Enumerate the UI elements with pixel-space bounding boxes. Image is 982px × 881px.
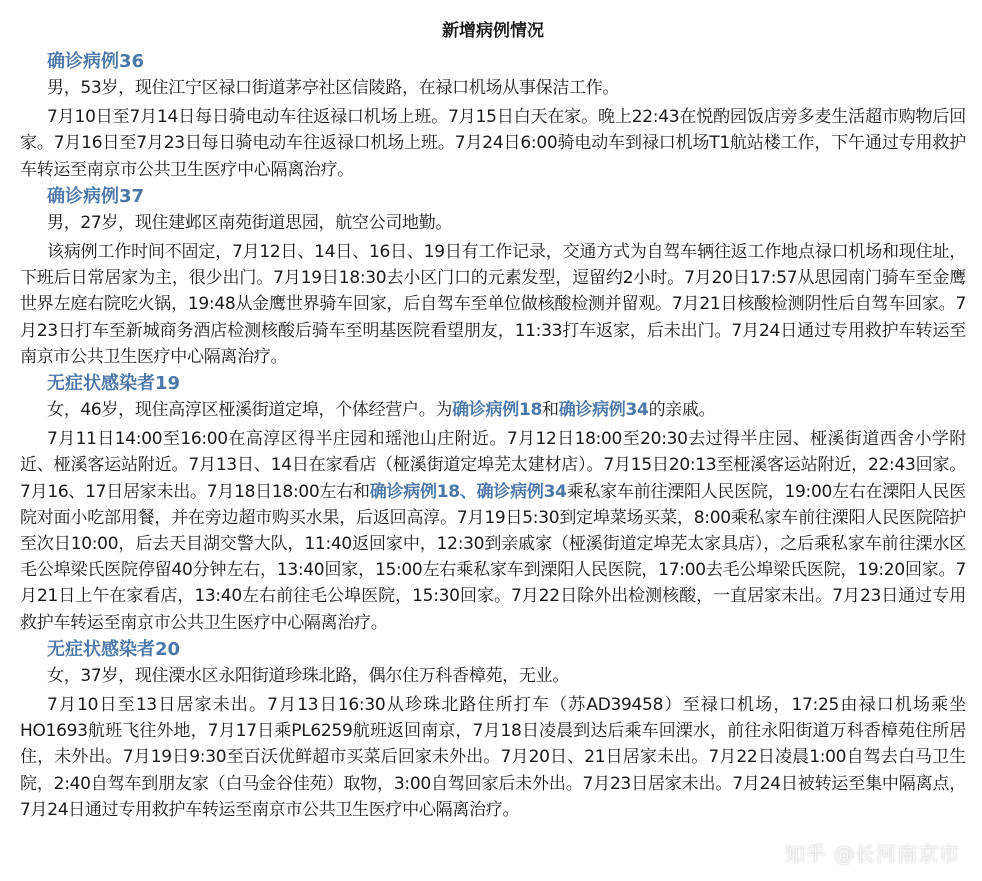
case-heading: 无症状感染者20 xyxy=(47,638,181,660)
case-heading: 无症状感染者19 xyxy=(47,373,181,395)
case-detail: 7月10日至7月14日每日骑电动车往返禄口机场上班。7月15日白天在家。晚上22:43在悦酌园饭店旁多麦生活超市购物后回家。7月16日至7月23日每日骑电动车往返禄口机场上班。7月24日6:00骑电动车到禄口机场T1航站楼工作，下午通过专用救护车转运至南京市公共卫生医疗中心隔离治疗。 xyxy=(20,107,966,180)
case-detail: 该病例工作时间不固定，7月12日、14日、16日、19日有工作记录，交通方式为自驾车辆往返工作地点禄口机场和现住址，下班后日常居家为主，很少出门。7月19日18:30去小区门口的元素发型，逗留约2小时。7月20日17:57从思园南门骑车至金鹰世界左庭右院吃火锅，19:48从金鹰世界骑车回家，后自驾车至单位做核酸检测并留观。7月21日核酸检测阴性后自驾车回家。7月23日打车至新城商务酒店检测核酸后骑车至明基医院看望朋友，11:33打车返家，后未出门。7月24日通过专用救护车转运至南京市公共卫生医疗中心隔离治疗。 xyxy=(20,242,966,367)
case-heading: 确诊病例36 xyxy=(47,51,145,72)
watermark: 知乎 @长河南京市 xyxy=(784,842,960,866)
case-heading: 确诊病例37 xyxy=(47,185,145,207)
case-detail: 7月10日至13日居家未出。7月13日16:30从珍珠北路住所打车（苏AD39458）至禄口机场，17:25由禄口机场乘坐HO1693航班飞往外地，7月17日乘PL6259航班返回南京，7月18日凌晨到达后乘车回溧水，前往永阳街道万科香樟苑住所居住，未外出。7月19日9:30至百沃优鲜超市买菜后回家未外出。7月20日、21日居家未出。7月22日凌晨1:00自驾去白马卫生院，2:40自驾车到朋友家（白马金谷佳苑）取物，3:00自驾回家后未外出。7月23日居家未出。7月24日被转运至集中隔离点，7月24日通过专用救护车转运至南京市公共卫生医疗中心隔离治疗。 xyxy=(20,695,966,820)
case-reference-link[interactable]: 确诊病例18、确诊病例34 xyxy=(369,481,567,502)
basic-text: 女，46岁，现住高淳区桠溪街道定埠，个体经营户。为 xyxy=(47,400,453,421)
case-basic-info xyxy=(20,397,966,423)
case-basic-info: 男，53岁，现住江宁区禄口街道茅亭社区信陵路，在禄口机场从事保洁工作。 xyxy=(47,78,620,98)
document xyxy=(20,18,966,823)
case-section-37 xyxy=(20,183,966,370)
detail-text: 乘私家车前往溧阳人民医院，19:00左右在溧阳人民医院对面小吃部用餐，并在旁边超市购买水果，后返回高淳。7月19日5:30到定埠菜场买菜，8:00乘私家车前往溧阳人民医院陪护至次日10:00，后去天目湖交警大队，11:40返回家中，12:30到亲戚家（桠溪街道定埠芜太家具店），之后乘私家车前往溧水区毛公埠梁氏医院停留40分钟左右，13:40回家，15:00左右乘私家车到溧阳人民医院，17:00去毛公埠梁氏医院，19:20回家。7月21日上午在家看店，13:40左右前往毛公埠医院，15:30回家。7月22日除外出检测核酸，一直居家未出。7月23日通过专用救护车转运至南京市公共卫生医疗中心隔离治疗。 xyxy=(20,481,966,633)
case-reference-link[interactable]: 确诊病例34 xyxy=(558,400,649,421)
detail-text: 7月11日14:00至16:00在高淳区得半庄园和瑶池山庄附近。7月12日18:00至20:30去过得半庄园、桠溪街道西舍小学附近、桠溪客运站附近。7月13日、14日在家看店（桠溪街道定埠芜太建材店）。7月15日20:13至桠溪客运站附近，22:43回家。7月16、17日居家未出。7月18日18:00左右和 xyxy=(20,429,966,502)
case-section-asymptomatic-20 xyxy=(20,636,966,823)
case-detail xyxy=(20,426,966,636)
case-section-36 xyxy=(20,48,966,183)
case-section-asymptomatic-19 xyxy=(20,370,966,636)
case-reference-link[interactable]: 确诊病例18 xyxy=(452,400,542,421)
case-basic-info: 女，37岁，现住溧水区永阳街道珍珠北路，偶尔住万科香樟苑，无业。 xyxy=(47,665,570,686)
basic-text: 和 xyxy=(542,400,559,421)
case-basic-info: 男，27岁，现住建邺区南苑街道思园，航空公司地勤。 xyxy=(47,212,453,233)
basic-text: 的亲戚。 xyxy=(648,400,716,421)
page-title: 新增病例情况 xyxy=(442,21,544,41)
